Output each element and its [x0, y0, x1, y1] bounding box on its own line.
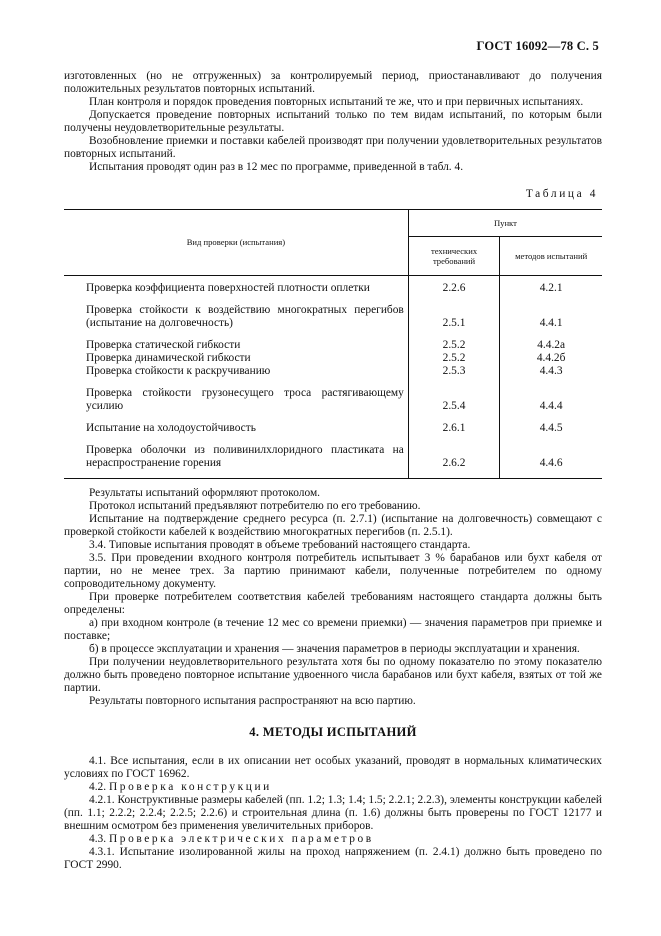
table-caption: Таблица 4 — [525, 188, 598, 200]
paragraph: Протокол испытаний предъявляют потребителю по его требованию. — [89, 500, 421, 512]
paragraph: а) при входном контроле (в течение 12 мес со времени приемки) — значения параметров при приемке и поставке; — [64, 617, 602, 642]
table-row — [64, 330, 602, 352]
page-header: ГОСТ 16092—78 С. 5 — [476, 39, 599, 53]
row-tech-ref: 2.5.1 — [408, 295, 499, 330]
table-row — [64, 413, 602, 435]
column-header-methods: методов испытаний — [500, 237, 602, 276]
table-row — [64, 435, 602, 479]
table-row — [64, 276, 602, 296]
row-tech-ref: 2.5.2 — [408, 330, 499, 352]
row-method-ref: 4.2.1 — [500, 276, 602, 296]
row-method-ref: 4.4.5 — [500, 413, 602, 435]
paragraph: Допускается проведение повторных испытаний только по тем видам испытаний, по которым были получены неудовлетворительные результаты. — [64, 109, 602, 134]
paragraph: Испытания проводят один раз в 12 мес по программе, приведенной в табл. 4. — [89, 161, 464, 173]
paragraph: изготовленных (но не отгруженных) за контролируемый период, приостанавливают до получения положительных результатов повторных испытаний. — [64, 70, 602, 95]
row-check-name: Проверка коэффициента поверхностей плотности оплетки — [86, 282, 370, 294]
section-title: 4. МЕТОДЫ ИСПЫТАНИЙ — [249, 725, 417, 739]
column-header-tech: технических требований — [408, 237, 499, 276]
paragraph: 3.4. Типовые испытания проводят в объеме требований настоящего стандарта. — [89, 539, 471, 551]
row-check-name: Проверка оболочки из поливинилхлоридного пластиката на нераспространение горения — [86, 444, 404, 469]
page-content — [64, 70, 602, 872]
row-tech-ref: 2.5.3 — [408, 365, 499, 378]
paragraph: Результаты испытаний оформляют протоколом. — [89, 487, 321, 499]
row-tech-ref: 2.2.6 — [408, 276, 499, 296]
row-tech-ref: 2.6.1 — [408, 413, 499, 435]
row-tech-ref: 2.5.4 — [408, 378, 499, 413]
row-method-ref: 4.4.4 — [500, 378, 602, 413]
paragraph: б) в процессе эксплуатации и хранения — значения параметров в периоды эксплуатации и хранения. — [89, 643, 580, 655]
table-row — [64, 365, 602, 378]
row-method-ref: 4.4.2а — [500, 330, 602, 352]
row-check-name: Испытание на холодоустойчивость — [86, 422, 256, 434]
column-header-item: Пункт — [408, 210, 602, 237]
paragraph: При получении неудовлетворительного результата хотя бы по одному показателю по этому показателю должно быть проведено повторное испытание удвоенного числа барабанов или бухт кабеля, взятых от той же партии. — [64, 656, 602, 694]
column-header-check: Вид проверки (испытания) — [64, 210, 408, 276]
subsection-title: Проверка электрических параметров — [108, 833, 374, 845]
subsection-heading — [64, 781, 602, 794]
row-check-name: Проверка статической гибкости — [86, 339, 241, 351]
paragraph: 3.5. При проведении входного контроля потребитель испытывает 3 % барабанов или бухт кабеля от партии, но не менее трех. За партию принимают кабели, полученные потребителем по одному сопроводительному документу. — [64, 552, 602, 590]
subsection-number: 4.2. — [89, 781, 107, 793]
row-check-name: Проверка стойкости грузонесущего троса растягивающему усилию — [86, 387, 404, 412]
subsection-number: 4.3. — [89, 833, 107, 845]
row-method-ref: 4.4.6 — [500, 435, 602, 479]
row-check-name: Проверка стойкости к раскручиванию — [86, 365, 271, 377]
paragraph: 4.3.1. Испытание изолированной жилы на проход напряжением (п. 2.4.1) должно быть проведено по ГОСТ 2990. — [64, 846, 602, 871]
row-method-ref: 4.4.2б — [500, 352, 602, 365]
paragraph: При проверке потребителем соответствия кабелей требованиям настоящего стандарта должны быть определены: — [64, 591, 602, 616]
row-check-name: Проверка динамической гибкости — [86, 352, 251, 364]
row-method-ref: 4.4.1 — [500, 295, 602, 330]
row-tech-ref: 2.5.2 — [408, 352, 499, 365]
table-row — [64, 295, 602, 330]
paragraph: Результаты повторного испытания распространяют на всю партию. — [89, 695, 416, 707]
row-tech-ref: 2.6.2 — [408, 435, 499, 479]
paragraph: 4.2.1. Конструктивные размеры кабелей (пп. 1.2; 1.3; 1.4; 1.5; 2.2.1; 2.2.3), элементы конструкции кабелей (пп. 1.1; 2.2.2; 2.2.4; 2.2.5; 2.2.6) и строительная длина (п. 1.6) должны быть проверены по ГОСТ 12177 и внешним осмотром без применения увеличительных приборов. — [64, 794, 602, 832]
subsection-heading — [64, 833, 602, 846]
paragraph: План контроля и порядок проведения повторных испытаний те же, что и при первичных испытаниях. — [89, 96, 584, 108]
subsection-title: Проверка конструкции — [108, 781, 272, 793]
inspection-table — [64, 209, 602, 479]
paragraph: 4.1. Все испытания, если в их описании нет особых указаний, проводят в нормальных климатических условиях по ГОСТ 16962. — [64, 755, 602, 780]
table-row — [64, 352, 602, 365]
table-row — [64, 378, 602, 413]
row-check-name: Проверка стойкости к воздействию многократных перегибов (испытание на долговечность) — [86, 304, 404, 329]
paragraph: Испытание на подтверждение среднего ресурса (п. 2.7.1) (испытание на долговечность) совмещают с проверкой стойкости кабелей к воздействию многократных перегибов (п. 2.5.1). — [64, 513, 602, 538]
paragraph: Возобновление приемки и поставки кабелей производят при получении удовлетворительных результатов повторных испытаний. — [64, 135, 602, 160]
row-method-ref: 4.4.3 — [500, 365, 602, 378]
